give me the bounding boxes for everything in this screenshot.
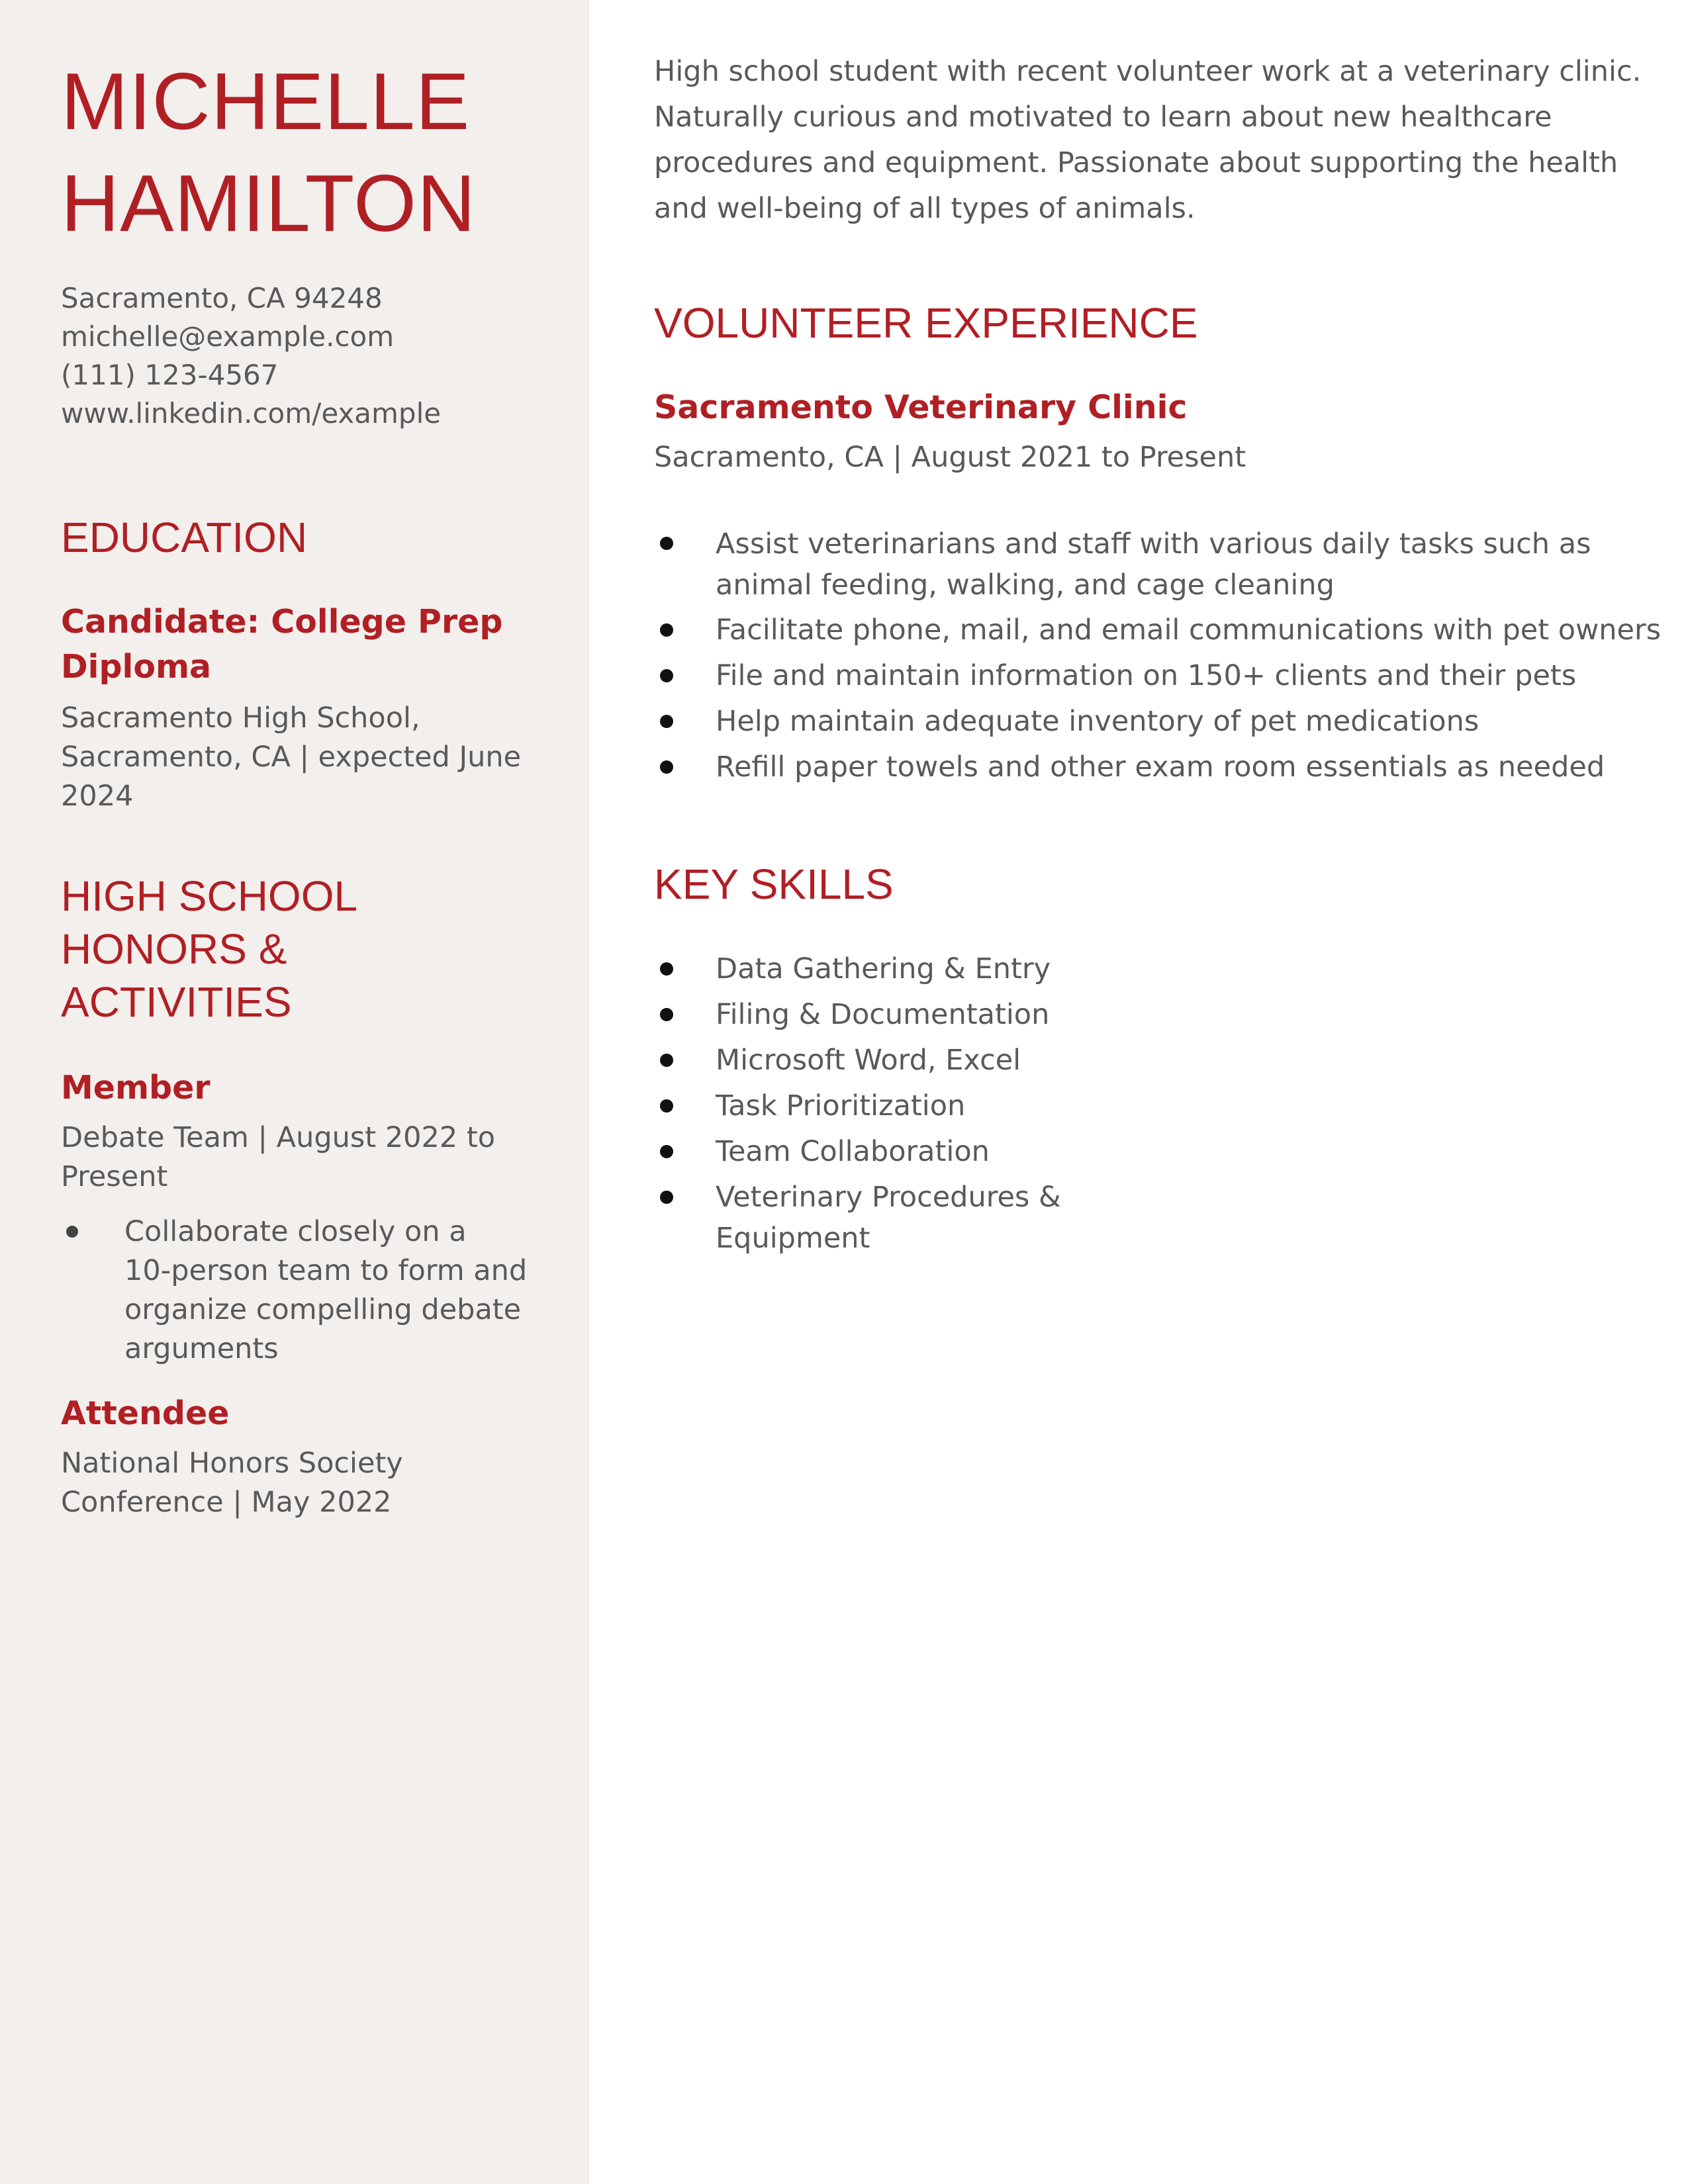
summary-line: High school student with recent volunteer work at a veterinary clinic. [654, 55, 1642, 88]
summary-line: Naturally curious and motivated to learn about new healthcare [654, 101, 1552, 134]
skill-item-line: Veterinary Procedures & [716, 1181, 1061, 1214]
volunteer-bullet-line: animal feeding, walking, and cage cleaning [716, 569, 1335, 602]
education-detail-line: Sacramento, CA | expected June [61, 741, 522, 774]
member-bullet-line: 10-person team to form and [124, 1254, 528, 1287]
skill-item-line: Equipment [716, 1222, 870, 1255]
attendee-title: Attendee [61, 1394, 230, 1432]
bullet-icon [660, 760, 673, 774]
bullet-icon [660, 669, 673, 682]
attendee-detail-line: National Honors Society [61, 1447, 403, 1480]
honors-heading-line: HONORS & [61, 925, 287, 973]
bullet-icon [660, 537, 673, 550]
volunteer-meta: Sacramento, CA | August 2021 to Present [654, 441, 1246, 474]
honors-heading-line: ACTIVITIES [61, 978, 292, 1026]
volunteer-bullet-line: File and maintain information on 150+ clients and their pets [716, 659, 1577, 692]
attendee-detail-line: Conference | May 2022 [61, 1486, 392, 1519]
member-title: Member [61, 1069, 211, 1107]
contact-address: Sacramento, CA 94248 [61, 282, 383, 314]
bullet-icon [66, 1226, 78, 1238]
skill-item-line: Microsoft Word, Excel [716, 1044, 1021, 1077]
volunteer-bullet-line: Refill paper towels and other exam room essentials as needed [716, 751, 1605, 784]
summary-line: procedures and equipment. Passionate about supporting the health [654, 146, 1618, 179]
education-heading: EDUCATION [61, 514, 308, 561]
volunteer-heading: VOLUNTEER EXPERIENCE [654, 299, 1198, 347]
volunteer-bullet-line: Assist veterinarians and staff with various daily tasks such as [716, 527, 1591, 561]
volunteer-bullet-line: Help maintain adequate inventory of pet medications [716, 705, 1479, 738]
member-detail-line: Debate Team | August 2022 to [61, 1121, 496, 1154]
skill-item-line: Task Prioritization [716, 1089, 966, 1122]
bullet-icon [660, 1054, 673, 1067]
skill-item-line: Data Gathering & Entry [716, 952, 1051, 985]
name-last: HAMILTON [61, 158, 477, 248]
contact-linkedin: www.linkedin.com/example [61, 397, 442, 430]
bullet-icon [660, 1099, 673, 1113]
bullet-icon [660, 1191, 673, 1204]
volunteer-bullet-line: Facilitate phone, mail, and email communications with pet owners [716, 614, 1662, 647]
education-degree-line: Candidate: College Prep [61, 603, 503, 641]
bullet-icon [660, 1008, 673, 1021]
bullet-icon [660, 1145, 673, 1158]
contact-phone: (111) 123-4567 [61, 359, 279, 391]
bullet-icon [660, 623, 673, 637]
skill-item-line: Team Collaboration [716, 1135, 990, 1168]
skill-item-line: Filing & Documentation [716, 998, 1050, 1031]
bullet-icon [660, 962, 673, 976]
education-detail-line: 2024 [61, 780, 134, 813]
summary-line: and well-being of all types of animals. [654, 192, 1196, 225]
volunteer-org: Sacramento Veterinary Clinic [654, 388, 1188, 426]
education-degree-line: Diploma [61, 648, 212, 686]
bullet-icon [660, 715, 673, 728]
contact-email: michelle@example.com [61, 320, 395, 353]
member-detail-line: Present [61, 1160, 168, 1193]
name-first: MICHELLE [61, 56, 471, 146]
honors-heading-line: HIGH SCHOOL [61, 872, 358, 920]
education-detail-line: Sacramento High School, [61, 702, 420, 735]
member-bullet-line: Collaborate closely on a [124, 1215, 467, 1248]
member-bullet-line: organize compelling debate [124, 1293, 522, 1326]
member-bullet-line: arguments [124, 1332, 279, 1365]
skills-heading: KEY SKILLS [654, 860, 894, 908]
